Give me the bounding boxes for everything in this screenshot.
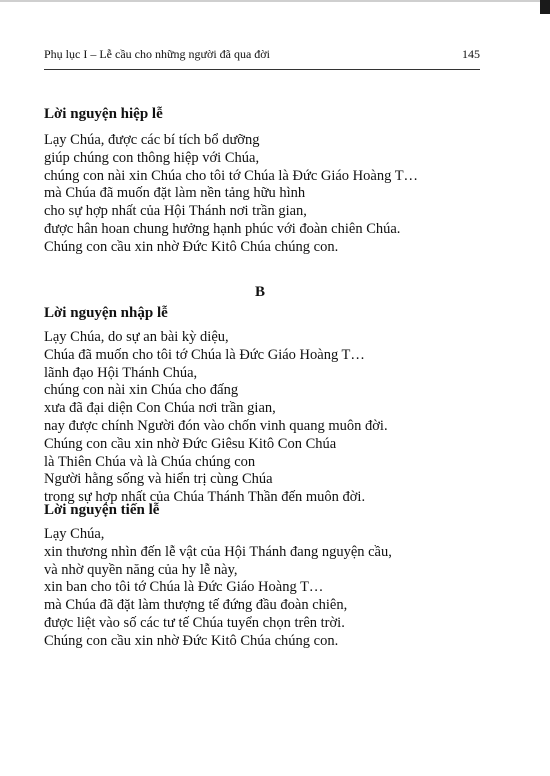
prayer-line: xưa đã đại diện Con Chúa nơi trần gian,	[44, 400, 276, 417]
prayer-line: Chúa đã muốn cho tôi tớ Chúa là Đức Giáo Hoàng T…	[44, 346, 365, 363]
prayer-line: chúng con nài xin Chúa cho đấng	[44, 382, 239, 399]
prayer-line: Chúng con cầu xin nhờ Đức Giêsu Kitô Con Chúa	[44, 435, 337, 452]
prayer-line: xin ban cho tôi tớ Chúa là Đức Giáo Hoàng T…	[44, 579, 324, 596]
prayer-line: mà Chúa đã muốn đặt làm nền tảng hữu hình	[44, 185, 306, 202]
prayer-line: chúng con nài xin Chúa cho tôi tớ Chúa là Đức Giáo Hoàng T…	[44, 167, 419, 184]
prayer-line: nay được chính Người đón vào chốn vinh quang muôn đời.	[44, 417, 388, 434]
prayer-line: Chúng con cầu xin nhờ Đức Kitô Chúa chúng con.	[44, 632, 339, 649]
prayer-tien-le	[44, 526, 392, 651]
scan-top-edge	[0, 0, 550, 2]
prayer-line: giúp chúng con thông hiệp với Chúa,	[44, 149, 260, 166]
prayer-line: Người hằng sống và hiển trị cùng Chúa	[44, 471, 273, 488]
prayer-line: Chúng con cầu xin nhờ Đức Kitô Chúa chúng con.	[44, 238, 339, 255]
running-header-title: Phụ lục I – Lễ cầu cho những người đã qua đời	[44, 47, 270, 61]
prayer-line: trong sự hợp nhất của Chúa Thánh Thần đến muôn đời.	[44, 489, 366, 506]
header-divider	[44, 69, 480, 70]
scan-corner-mark	[540, 0, 550, 14]
prayer-line: lãnh đạo Hội Thánh Chúa,	[44, 364, 198, 381]
heading-tien-le: Lời nguyện tiến lễ	[44, 502, 160, 518]
part-letter: B	[254, 284, 265, 300]
page-number: 145	[462, 47, 480, 61]
prayer-line: xin thương nhìn đến lễ vật của Hội Thánh đang nguyện cầu,	[44, 543, 392, 560]
prayer-line: mà Chúa đã đặt làm thượng tế đứng đầu đoàn chiên,	[44, 597, 348, 614]
prayer-line: Lạy Chúa, do sự an bài kỳ diệu,	[44, 329, 229, 345]
prayer-line: và nhờ quyền năng của hy lễ này,	[44, 561, 238, 578]
prayer-line: Lạy Chúa, được các bí tích bổ dưỡng	[44, 132, 260, 148]
prayer-hiep-le	[44, 132, 418, 257]
prayer-line: được hân hoan chung hưởng hạnh phúc với đoàn chiên Chúa.	[44, 220, 401, 237]
heading-hiep-le: Lời nguyện hiệp lễ	[44, 106, 163, 122]
prayer-nhap-le	[44, 329, 388, 507]
prayer-line: Lạy Chúa,	[44, 526, 105, 542]
prayer-line: cho sự hợp nhất của Hội Thánh nơi trần gian,	[44, 203, 307, 220]
heading-nhap-le: Lời nguyện nhập lễ	[44, 305, 168, 321]
prayer-line: được liệt vào số các tư tế Chúa tuyển chọn trên trời.	[44, 614, 345, 631]
prayer-line: là Thiên Chúa và là Chúa chúng con	[44, 453, 256, 470]
running-header	[44, 45, 480, 63]
